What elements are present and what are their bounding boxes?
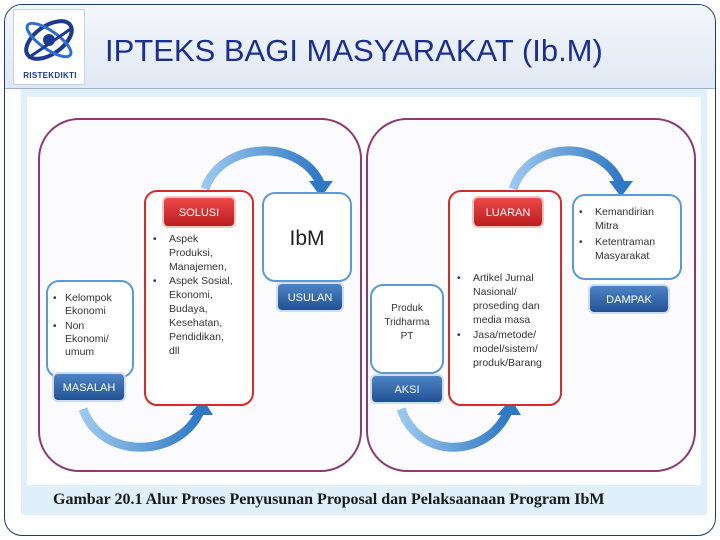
slide-frame	[4, 4, 716, 536]
svg-text:•: •	[153, 234, 157, 245]
luaran-label: LUARAN	[485, 207, 531, 219]
masalah-item-1a: Kelompok	[65, 292, 112, 304]
solusi-label: SOLUSI	[178, 207, 220, 219]
dampak-item-2a: Ketentraman	[595, 236, 656, 248]
logo-text: RISTEKDIKTI	[23, 71, 77, 80]
luaran-item-1c: proseding dan	[473, 300, 540, 312]
ristekdikti-emblem-icon	[14, 10, 84, 70]
solusi-item-2f: dll	[169, 345, 180, 357]
svg-text:•: •	[53, 293, 57, 304]
usulan-label: USULAN	[287, 292, 333, 304]
svg-text:•: •	[153, 276, 157, 287]
solusi-item-1b: Produksi,	[169, 247, 213, 259]
aksi-text-3: PT	[400, 331, 414, 342]
masalah-item-2b: Ekonomi/	[65, 333, 109, 345]
solusi-item-2b: Ekonomi,	[169, 289, 213, 301]
process-diagram	[21, 89, 707, 515]
masalah-item-1b: Ekonomi	[65, 305, 106, 317]
svg-text:•: •	[457, 330, 461, 341]
luaran-item-1a: Artikel Jurnal	[473, 272, 534, 284]
process-diagram-svg	[21, 89, 707, 515]
solusi-item-2a: Aspek Sosial,	[169, 275, 233, 287]
solusi-item-2d: Kesehatan,	[169, 317, 223, 329]
solusi-item-1c: Manajemen,	[169, 261, 227, 273]
svg-text:•: •	[579, 237, 583, 248]
dampak-label: DAMPAK	[606, 294, 652, 306]
luaran-item-2b: model/sistem/	[473, 343, 538, 355]
svg-text:•: •	[53, 321, 57, 332]
slide-title: IPTEKS BAGI MASYARAKAT (Ib.M)	[105, 33, 603, 68]
ibm-text: IbM	[289, 227, 325, 250]
luaran-item-2c: produk/Barang	[473, 357, 542, 369]
masalah-item-2c: umum	[65, 346, 95, 358]
solusi-item-2e: Pendidikan,	[169, 331, 224, 343]
aksi-text-2: Tridharma	[384, 317, 430, 328]
luaran-item-2a: Jasa/metode/	[473, 329, 537, 341]
ristekdikti-logo	[13, 9, 85, 85]
aksi-box	[371, 285, 443, 373]
dampak-item-2b: Masyarakat	[595, 250, 650, 262]
aksi-label: AKSI	[394, 384, 420, 396]
figure-caption: Gambar 20.1 Alur Proses Penyusunan Proposal dan Pelaksaanaan Program IbM	[53, 491, 605, 508]
solusi-item-2c: Budaya,	[169, 303, 208, 315]
slide-header	[5, 5, 716, 89]
luaran-item-1b: Nasional/	[473, 286, 517, 298]
solusi-item-1a: Aspek	[169, 233, 199, 245]
masalah-item-2a: Non	[65, 320, 85, 332]
masalah-label: MASALAH	[62, 382, 116, 394]
dampak-item-1b: Mitra	[595, 220, 619, 232]
svg-text:•: •	[457, 273, 461, 284]
aksi-text-1: Produk	[391, 303, 423, 314]
luaran-item-1d: media masa	[473, 314, 531, 326]
svg-text:•: •	[579, 207, 583, 218]
dampak-item-1a: Kemandirian	[595, 206, 654, 218]
